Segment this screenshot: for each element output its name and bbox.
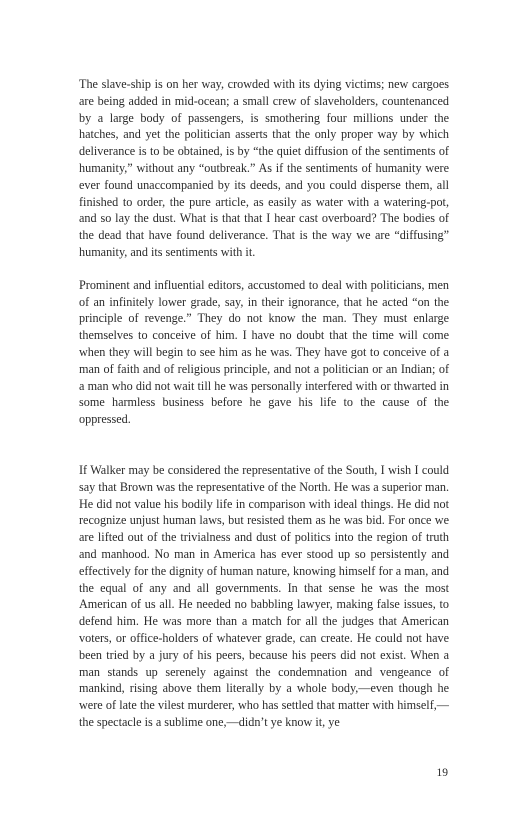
page-number: 19: [436, 767, 448, 779]
page-body: [79, 76, 449, 731]
paragraph-walker-brown: If Walker may be considered the representative of the South, I wish I could say that Brown was the representative of the North. He was a superior man. He did not value his bodily life in comparison with ideal things. He did not recognize unjust human laws, but resisted them as he was bid. For once we are lifted out of the trivialness and dust of politics into the region of truth and manhood. No man in America has ever stood up so persistently and effectively for the dignity of human nature, knowing himself for a man, and the equal of any and all governments. In that sense he was the most American of us all. He needed no babbling lawyer, making false issues, to defend him. He was more than a match for all the judges that American voters, or office-holders of whatever grade, can create. He could not have been tried by a jury of his peers, because his peers did not exist. When a man stands up serenely against the condemnation and vengeance of mankind, rising above them literally by a whole body,—even though he were of late the vilest murderer, who has settled that matter with himself,—the spectacle is a sublime one,—didn’t ye know it, ye: [79, 462, 449, 729]
paragraph-editors: Prominent and influential editors, accustomed to deal with politicians, men of an infinitely lower grade, say, in their ignorance, that he acted “on the principle of revenge.” They do not know the man. They must enlarge themselves to conceive of him. I have no doubt that the time will come when they will begin to see him as he was. They have got to conceive of a man of faith and of religious principle, and not a politician or an Indian; of a man who did not wait till he was personally interfered with or thwarted in some harmless business before he gave his life to the cause of the oppressed.: [79, 277, 449, 427]
paragraph-slave-ship: The slave-ship is on her way, crowded with its dying victims; new cargoes are being added in mid-ocean; a small crew of slaveholders, countenanced by a large body of passengers, is smothering four millions under the hatches, and yet the politician asserts that the only proper way by which deliverance is to be obtained, is by “the quiet diffusion of the sentiments of humanity,” without any “outbreak.” As if the sentiments of humanity were ever found unaccompanied by its deeds, and you could disperse them, all finished to order, the pure article, as easily as water with a watering-pot, and so lay the dust. What is that that I hear cast overboard? The bodies of the dead that have found deliverance. That is the way we are “diffusing” humanity, and its sentiments with it.: [79, 77, 449, 259]
